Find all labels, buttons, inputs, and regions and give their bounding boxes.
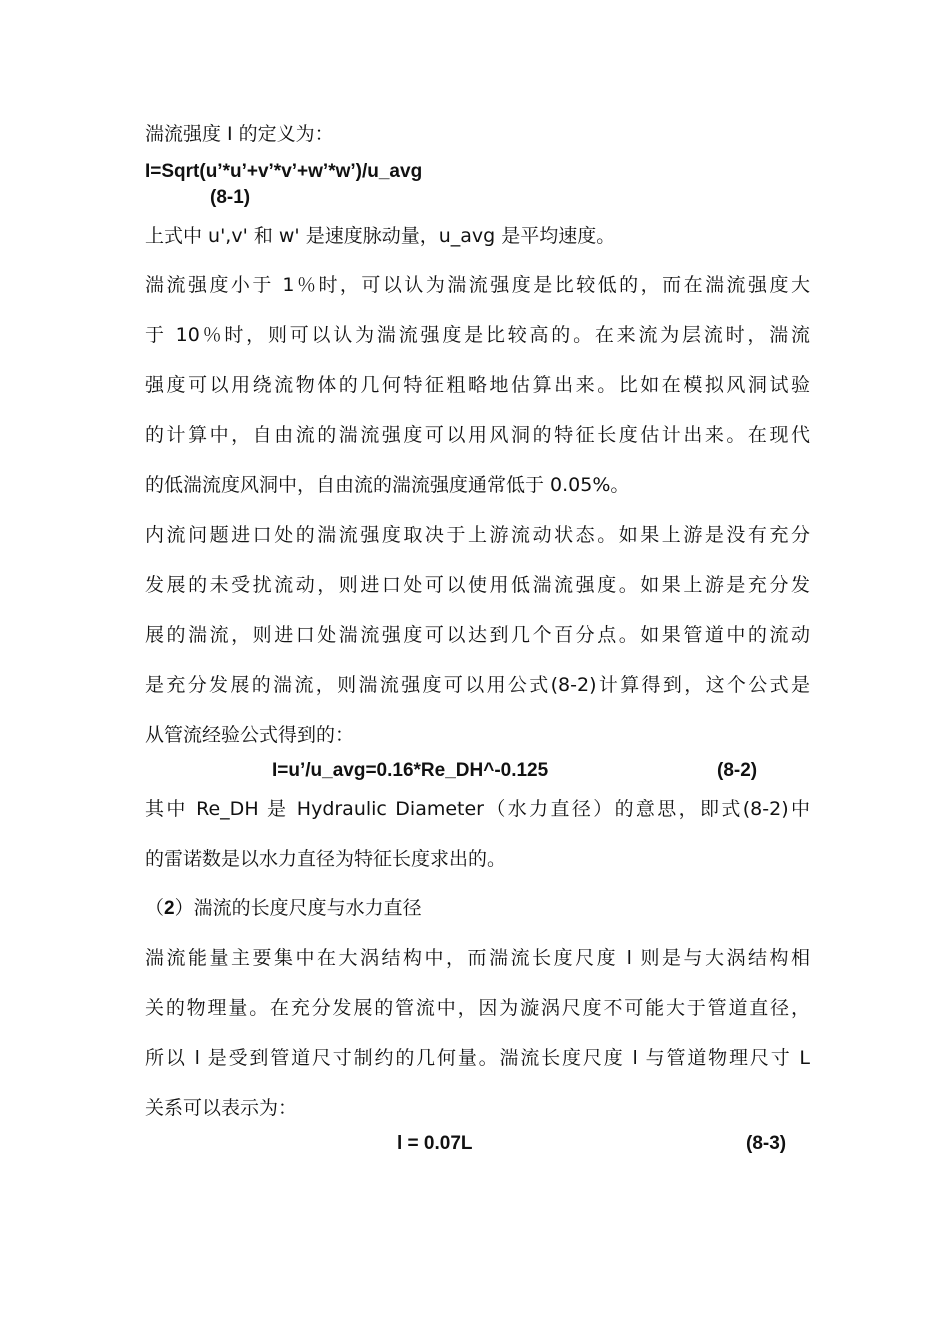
paragraph-2-line-5: 的低湍流度风洞中，自由流的湍流强度通常低于 0.05%。 <box>145 474 630 496</box>
equation-8-1: I=Sqrt(u’*u’+v’*v’+w’*w’)/u_avg <box>145 161 423 182</box>
section-close-paren: ） <box>174 897 194 919</box>
equation-8-3: l = 0.07L <box>397 1133 473 1154</box>
paragraph-3-line-4: 是充分发展的湍流，则湍流强度可以用公式(8-2)计算得到，这个公式是 <box>145 674 810 696</box>
paragraph-2-line-3: 强度可以用绕流物体的几何特征粗略地估算出来。比如在模拟风洞试验 <box>145 374 810 396</box>
paragraph-1: 上式中 u',v' 和 w' 是速度脉动量，u_avg 是平均速度。 <box>145 225 616 247</box>
paragraph-2-line-4: 的计算中，自由流的湍流强度可以用风洞的特征长度估计出来。在现代 <box>145 424 810 446</box>
paragraph-5-line-2: 关的物理量。在充分发展的管流中，因为漩涡尺度不可能大于管道直径， <box>145 997 810 1019</box>
section-title: 湍流的长度尺度与水力直径 <box>193 897 422 919</box>
equation-8-2: I=u’/u_avg=0.16*Re_DH^-0.125 <box>272 760 549 781</box>
paragraph-5-line-1: 湍流能量主要集中在大涡结构中，而湍流长度尺度 l 则是与大涡结构相 <box>145 947 810 969</box>
paragraph-2-line-2: 于 10％时，则可以认为湍流强度是比较高的。在来流为层流时，湍流 <box>145 324 810 346</box>
paragraph-3-line-3: 展的湍流，则进口处湍流强度可以达到几个百分点。如果管道中的流动 <box>145 624 810 646</box>
intro-text: 湍流强度 I 的定义为： <box>145 123 334 145</box>
section-open-paren: （ <box>145 897 165 919</box>
section-heading <box>145 894 810 923</box>
paragraph-3-line-2: 发展的未受扰流动，则进口处可以使用低湍流强度。如果上游是充分发 <box>145 574 810 596</box>
paragraph-3-line-1: 内流问题进口处的湍流强度取决于上游流动状态。如果上游是没有充分 <box>145 524 810 546</box>
paragraph-5-line-3: 所以 l 是受到管道尺寸制约的几何量。湍流长度尺度 l 与管道物理尺寸 L <box>145 1047 810 1069</box>
paragraph-5-line-4: 关系可以表示为： <box>145 1097 298 1119</box>
equation-number-8-3: (8-3) <box>746 1133 787 1154</box>
paragraph-4-line-1: 其中 Re_DH 是 Hydraulic Diameter（水力直径）的意思，即式(8-2)中 <box>145 798 810 820</box>
paragraph-4-line-2: 的雷诺数是以水力直径为特征长度求出的。 <box>145 848 507 870</box>
equation-number-8-2: (8-2) <box>717 760 758 781</box>
section-number: 2 <box>164 898 175 919</box>
paragraph-2-line-1: 湍流强度小于 1％时，可以认为湍流强度是比较低的，而在湍流强度大 <box>145 274 810 296</box>
equation-number-8-1: (8-1) <box>210 187 251 208</box>
paragraph-3-line-5: 从管流经验公式得到的： <box>145 724 355 746</box>
